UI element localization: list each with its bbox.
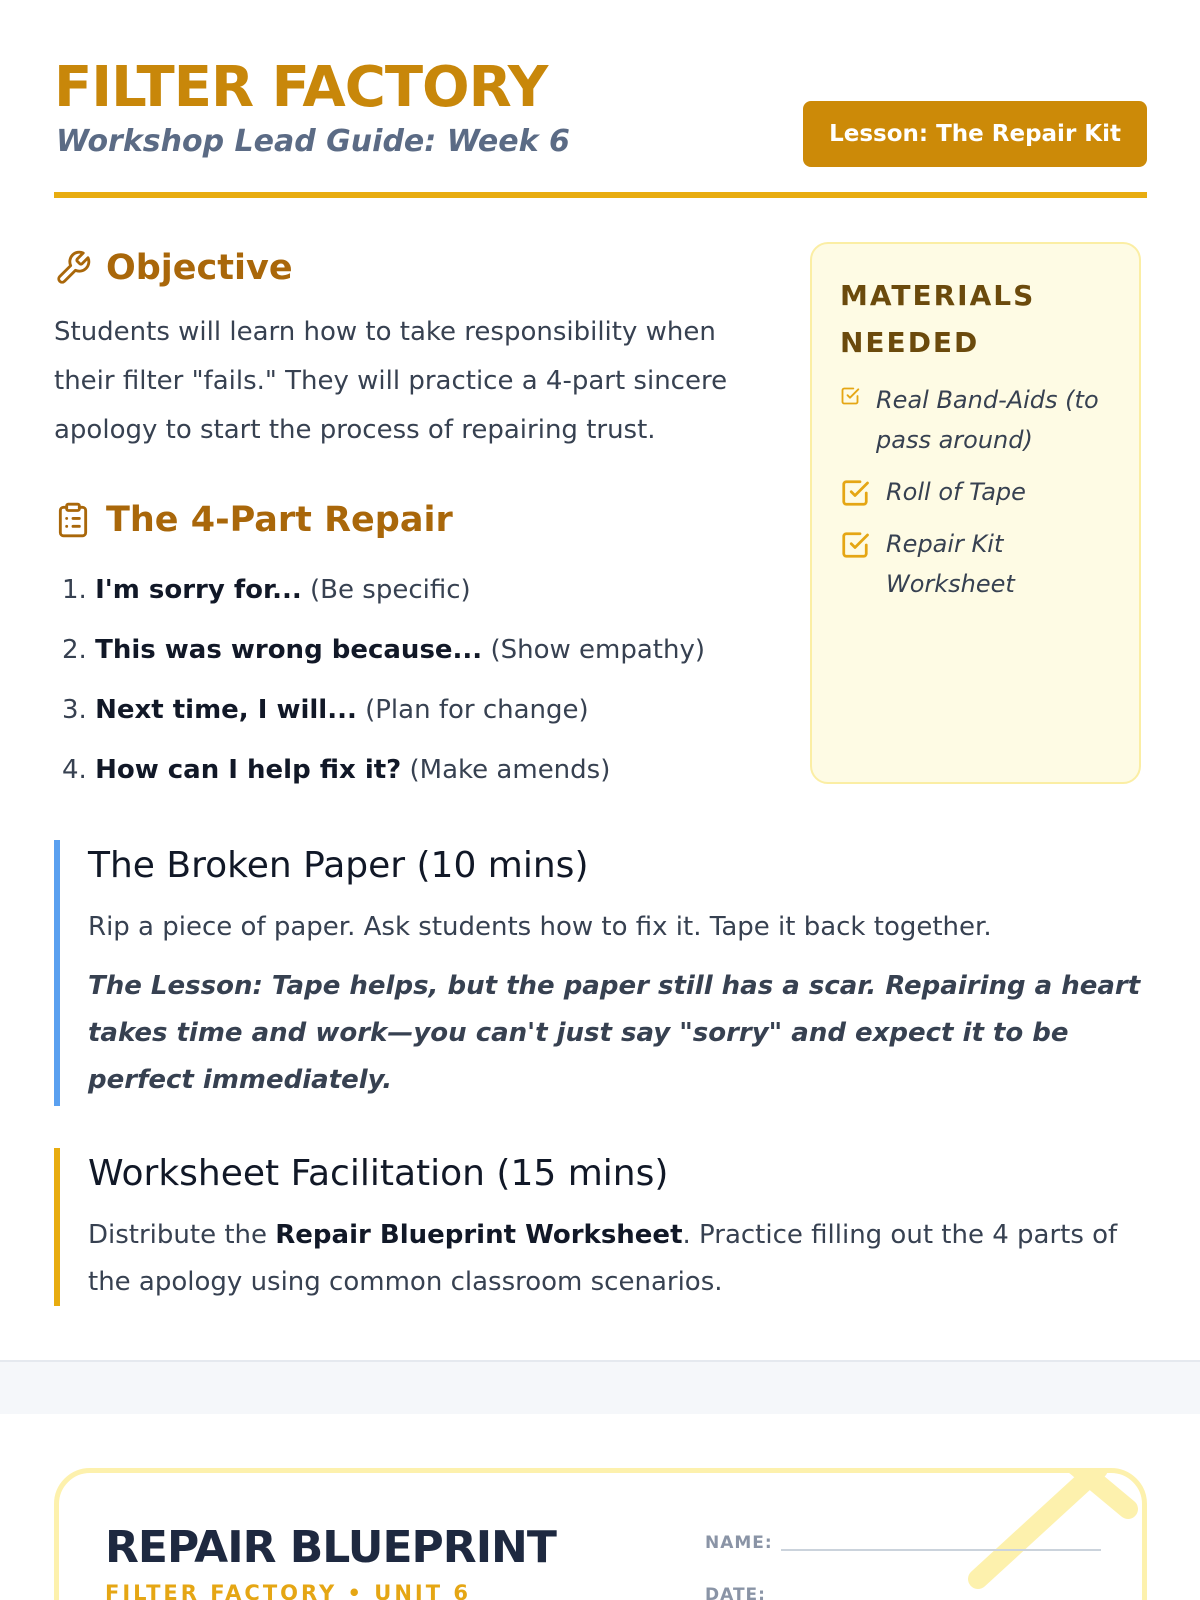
checkbox-checked-icon bbox=[840, 386, 860, 406]
repair-step bbox=[54, 680, 774, 740]
wrench-icon bbox=[54, 249, 92, 287]
step-number: 2. bbox=[62, 635, 87, 665]
materials-item-label: Repair Kit Worksheet bbox=[886, 530, 1015, 598]
header bbox=[54, 56, 1147, 200]
worksheet-name: Repair Blueprint Worksheet bbox=[275, 1220, 683, 1250]
broken-paper-description: Rip a piece of paper. Ask students how to fix it. Tape it back together. bbox=[88, 912, 992, 942]
repair-blueprint-worksheet bbox=[54, 1468, 1147, 1600]
date-label: DATE: bbox=[705, 1585, 766, 1600]
step-phrase: How can I help fix it? bbox=[95, 755, 402, 785]
guide-subtitle: Workshop Lead Guide: Week 6 bbox=[56, 124, 570, 159]
repair-step bbox=[54, 620, 774, 680]
checkbox-checked-icon bbox=[840, 530, 870, 560]
text-segment: Distribute the bbox=[88, 1220, 276, 1250]
activity-accent-bar bbox=[54, 1148, 60, 1306]
step-number: 4. bbox=[62, 755, 87, 785]
repair-heading-label: The 4-Part Repair bbox=[106, 500, 453, 540]
materials-item-label: Roll of Tape bbox=[886, 478, 1026, 506]
step-note: (Make amends) bbox=[409, 755, 611, 785]
materials-list bbox=[840, 380, 1111, 604]
clipboard-list-icon bbox=[54, 501, 92, 539]
text-segment: . Practice filling out the 4 parts of the apology using common classroom scenarios. bbox=[88, 1220, 1118, 1297]
step-phrase: I'm sorry for... bbox=[95, 575, 302, 605]
repair-step bbox=[54, 560, 774, 620]
worksheet-facilitation-text bbox=[88, 1212, 1147, 1306]
broken-paper-title: The Broken Paper (10 mins) bbox=[88, 845, 589, 886]
repair-steps-list bbox=[54, 560, 774, 800]
header-divider bbox=[54, 192, 1147, 198]
worksheet-facilitation-activity bbox=[54, 1148, 1147, 1306]
name-label: NAME: bbox=[705, 1533, 773, 1553]
materials-item-label: Real Band-Aids (to pass around) bbox=[876, 386, 1099, 454]
materials-item bbox=[840, 524, 1111, 604]
objective-heading-label: Objective bbox=[106, 248, 293, 288]
materials-title: MATERIALS NEEDED bbox=[840, 279, 1036, 359]
step-phrase: This was wrong because... bbox=[95, 635, 483, 665]
name-line[interactable] bbox=[781, 1549, 1101, 1551]
step-number: 1. bbox=[62, 575, 87, 605]
broken-paper-activity bbox=[54, 840, 1147, 1106]
step-number: 3. bbox=[62, 695, 87, 725]
page-break bbox=[0, 1360, 1200, 1414]
name-field[interactable] bbox=[705, 1533, 1101, 1553]
date-field[interactable] bbox=[705, 1585, 1101, 1600]
repair-heading bbox=[54, 498, 453, 542]
step-note: (Show empathy) bbox=[490, 635, 705, 665]
brand-title: FILTER FACTORY bbox=[54, 55, 548, 120]
worksheet-facilitation-title: Worksheet Facilitation (15 mins) bbox=[88, 1153, 669, 1194]
checkbox-checked-icon bbox=[840, 478, 870, 508]
repair-step bbox=[54, 740, 774, 800]
step-note: (Be specific) bbox=[310, 575, 471, 605]
activity-accent-bar bbox=[54, 840, 60, 1106]
lesson-badge: Lesson: The Repair Kit bbox=[803, 101, 1147, 167]
materials-box bbox=[810, 242, 1141, 784]
blueprint-subtitle: FILTER FACTORY • UNIT 6 bbox=[105, 1581, 471, 1600]
materials-item bbox=[840, 380, 1111, 460]
broken-paper-lesson: The Lesson: Tape helps, but the paper still has a scar. Repairing a heart takes time and work—you can't just say "sorry" and expect it to be perfect immediately. bbox=[88, 971, 1141, 1095]
materials-item bbox=[840, 472, 1111, 512]
objective-text: Students will learn how to take responsibility when their filter "fails." They will practice a 4-part sincere apology to start the process of repairing trust. bbox=[54, 317, 728, 445]
objective-heading bbox=[54, 246, 293, 290]
step-phrase: Next time, I will... bbox=[95, 695, 357, 725]
step-note: (Plan for change) bbox=[365, 695, 589, 725]
lead-guide-sheet bbox=[54, 0, 1147, 1360]
blueprint-title: REPAIR BLUEPRINT bbox=[105, 1522, 556, 1573]
